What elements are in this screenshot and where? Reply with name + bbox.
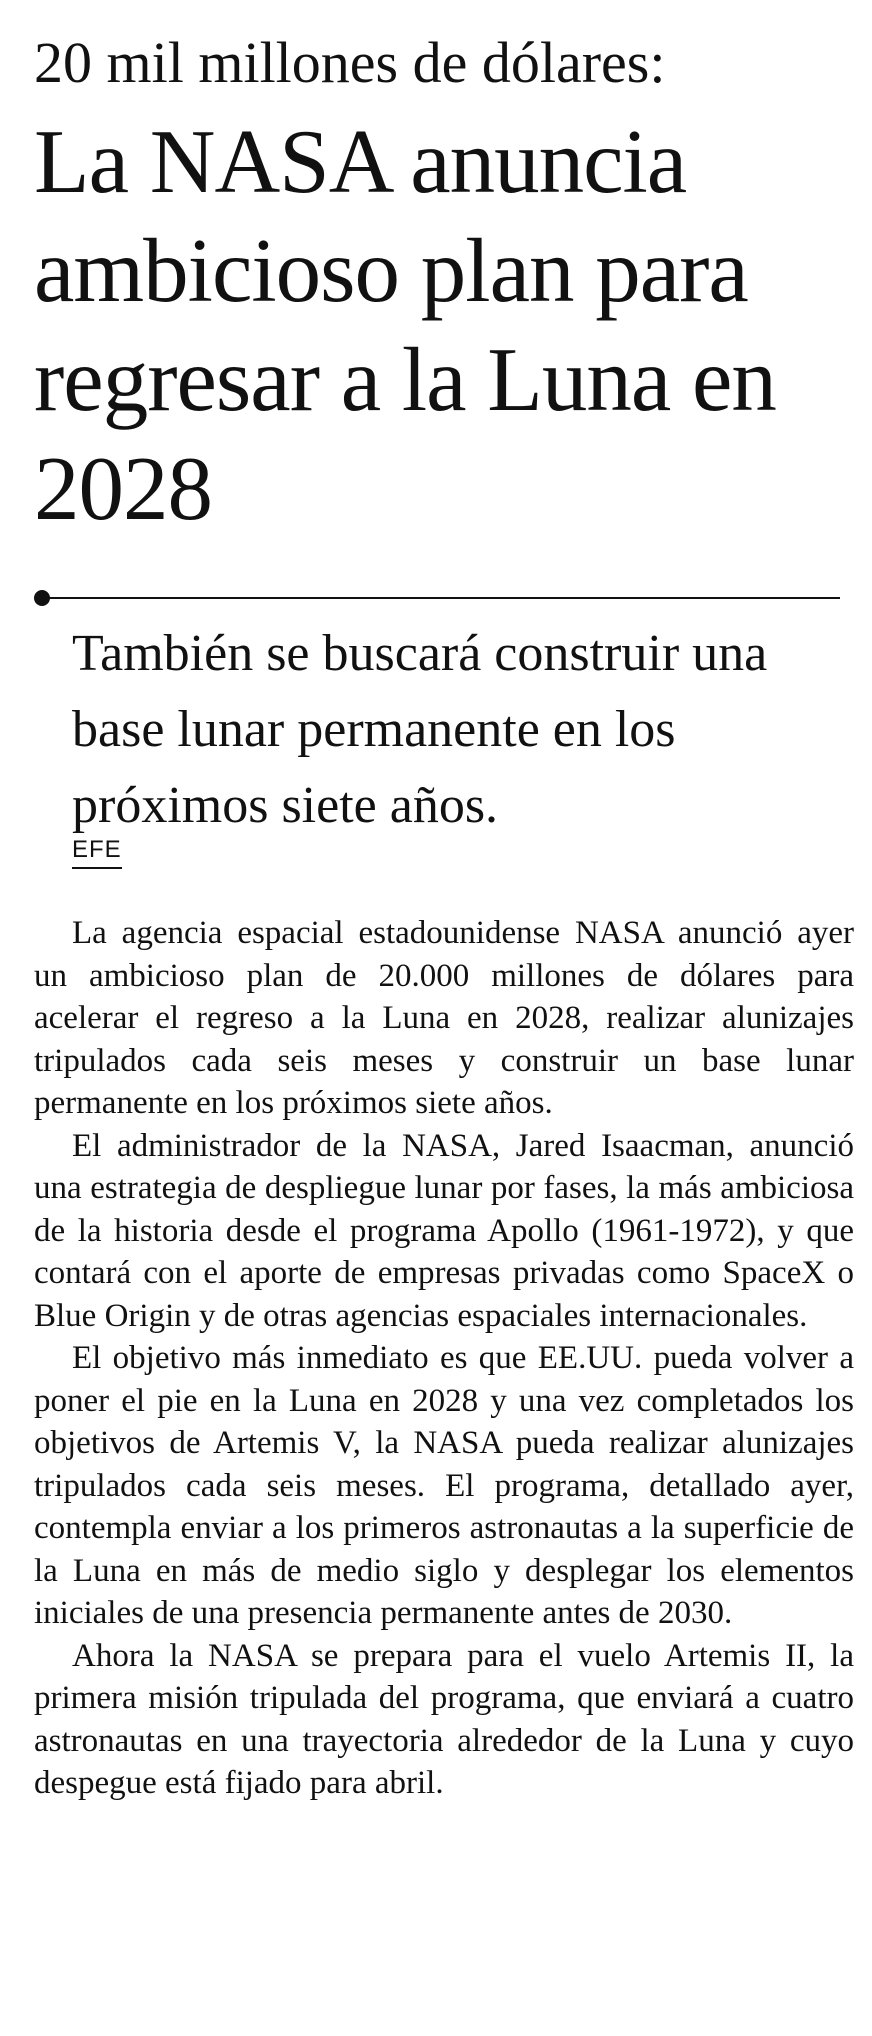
body-paragraph: El objetivo más inmediato es que EE.UU. pueda volver a poner el pie en la Luna en 2028 y una vez completados los objetivos de Artemis V, la NASA pueda realizar alunizajes tripulados cada seis meses. El programa, detallado ayer, contempla enviar a los primeros astronautas a la superficie de la Luna en más de medio siglo y desplegar los elementos iniciales de una presencia permanente antes de 2030. <box>34 1340 854 1631</box>
body-paragraph: El administrador de la NASA, Jared Isaacman, anunció una estrategia de despliegue lunar por fases, la más ambiciosa de la historia desde el programa Apollo (1961-1972), y que contará con el aporte de empresas privadas como SpaceX o Blue Origin y de otras agencias espaciales internacionales. <box>34 1127 854 1334</box>
body-paragraph: Ahora la NASA se prepara para el vuelo Artemis II, la primera misión tripulada del programa, que enviará a cuatro astronautas en una trayectoria alrededor de la Luna y cuyo despegue está fijado para abril. <box>34 1637 854 1801</box>
article-headline: La NASA anuncia ambicioso plan para regresar a la Luna en 2028 <box>34 111 776 539</box>
article-subtitle: También se buscará construir una base lunar permanente en los próximos siete años. <box>72 625 768 834</box>
article-body <box>34 912 854 1805</box>
divider-line <box>42 597 840 599</box>
section-divider <box>34 585 840 611</box>
bullet-dot-icon <box>34 590 50 606</box>
article-kicker: 20 mil millones de dólares: <box>34 30 666 95</box>
body-paragraph: La agencia espacial estadounidense NASA anunció ayer un ambicioso plan de 20.000 millones de dólares para acelerar el regreso a la Luna en 2028, realizar alunizajes tripulados cada seis meses y construir un base lunar permanente en los próximos siete años. <box>34 915 854 1121</box>
article-byline: EFE <box>72 836 122 869</box>
